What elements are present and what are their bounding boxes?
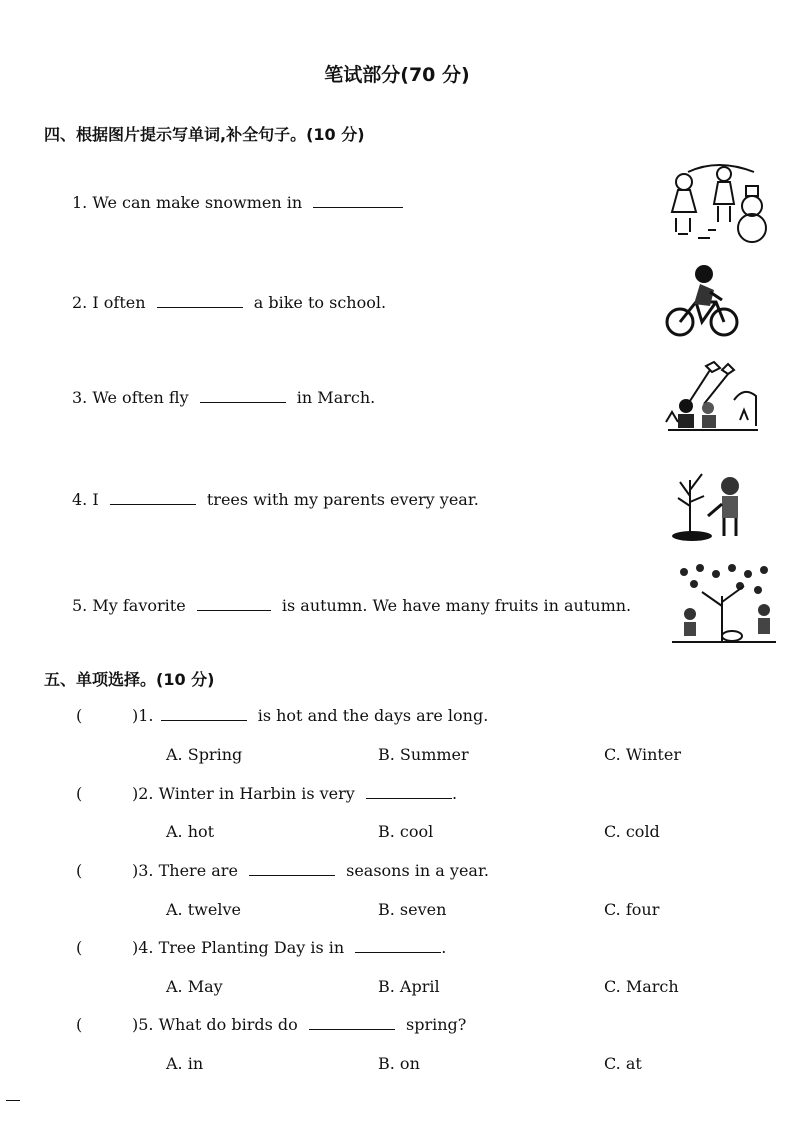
option-c[interactable]: C. four bbox=[604, 900, 660, 919]
answer-paren-2[interactable] bbox=[76, 784, 82, 803]
question-number: 4. bbox=[72, 490, 88, 509]
question-text: My favorite bbox=[92, 596, 186, 615]
open-paren: ( bbox=[76, 784, 83, 803]
answer-paren-5[interactable] bbox=[76, 1015, 82, 1034]
close-paren: ) bbox=[132, 1015, 139, 1034]
close-paren: ) bbox=[132, 938, 139, 957]
kids-flying-kites-picture bbox=[664, 360, 762, 434]
answer-blank[interactable] bbox=[197, 596, 271, 611]
option-c[interactable]: C. cold bbox=[604, 822, 660, 841]
question-text: I often bbox=[92, 293, 146, 312]
question-text-end: trees with my parents every year. bbox=[206, 490, 479, 509]
answer-paren-1[interactable] bbox=[76, 706, 82, 725]
choice-question-2 bbox=[132, 784, 457, 803]
answer-blank[interactable] bbox=[309, 1015, 395, 1030]
boy-riding-bike-picture bbox=[664, 262, 740, 340]
option-b[interactable]: B. cool bbox=[378, 822, 434, 841]
option-a[interactable]: A. in bbox=[166, 1054, 204, 1073]
answer-blank[interactable] bbox=[161, 706, 247, 721]
question-text: We often fly bbox=[92, 388, 189, 407]
close-paren: ) bbox=[132, 861, 139, 880]
section-4-heading: 四、根据图片提示写单词,补全句子。(10 分) bbox=[44, 125, 365, 144]
close-paren: ) bbox=[132, 706, 139, 725]
option-b[interactable]: B. Summer bbox=[378, 745, 469, 764]
question-text-end: . bbox=[451, 784, 458, 803]
question-text-end: is autumn. We have many fruits in autumn. bbox=[281, 596, 632, 615]
open-paren: ( bbox=[76, 1015, 83, 1034]
boy-planting-tree-picture bbox=[668, 456, 760, 542]
option-b[interactable]: B. on bbox=[378, 1054, 420, 1073]
question-text: is hot and the days are long. bbox=[257, 706, 489, 725]
question-number: 5. bbox=[72, 596, 88, 615]
open-paren: ( bbox=[76, 938, 83, 957]
question-number: 5. bbox=[138, 1015, 154, 1034]
fill-question-1 bbox=[72, 193, 409, 212]
choice-question-1 bbox=[132, 706, 488, 725]
option-a[interactable]: A. twelve bbox=[166, 900, 241, 919]
answer-blank[interactable] bbox=[200, 388, 286, 403]
section-5-heading: 五、单项选择。(10 分) bbox=[44, 670, 215, 689]
answer-blank[interactable] bbox=[366, 784, 452, 799]
page-title: 笔试部分(70 分) bbox=[324, 64, 470, 86]
children-building-snowman-picture bbox=[668, 160, 772, 244]
answer-blank[interactable] bbox=[355, 938, 441, 953]
option-c[interactable]: C. March bbox=[604, 977, 679, 996]
option-a[interactable]: A. May bbox=[166, 977, 223, 996]
question-text-end: spring? bbox=[405, 1015, 467, 1034]
fill-question-2 bbox=[72, 293, 386, 312]
choice-question-5 bbox=[132, 1015, 466, 1034]
answer-blank[interactable] bbox=[110, 490, 196, 505]
page-edge-mark bbox=[6, 1100, 20, 1101]
option-b[interactable]: B. seven bbox=[378, 900, 447, 919]
question-text: Tree Planting Day is in bbox=[158, 938, 345, 957]
fill-question-5 bbox=[72, 596, 631, 615]
answer-blank[interactable] bbox=[249, 861, 335, 876]
question-text: There are bbox=[158, 861, 238, 880]
option-a[interactable]: A. hot bbox=[166, 822, 215, 841]
answer-blank[interactable] bbox=[313, 193, 403, 208]
question-number: 1. bbox=[138, 706, 154, 725]
answer-paren-3[interactable] bbox=[76, 861, 82, 880]
question-number: 3. bbox=[138, 861, 154, 880]
answer-paren-4[interactable] bbox=[76, 938, 82, 957]
question-number: 2. bbox=[138, 784, 154, 803]
option-c[interactable]: C. at bbox=[604, 1054, 642, 1073]
question-text: I bbox=[92, 490, 99, 509]
question-text: We can make snowmen in bbox=[92, 193, 303, 212]
question-text: Winter in Harbin is very bbox=[158, 784, 355, 803]
question-number: 3. bbox=[72, 388, 88, 407]
fill-question-4 bbox=[72, 490, 479, 509]
question-text: What do birds do bbox=[158, 1015, 298, 1034]
question-text-end: seasons in a year. bbox=[346, 861, 489, 880]
option-c[interactable]: C. Winter bbox=[604, 745, 681, 764]
open-paren: ( bbox=[76, 706, 83, 725]
close-paren: ) bbox=[132, 784, 139, 803]
question-number: 4. bbox=[138, 938, 154, 957]
question-number: 2. bbox=[72, 293, 88, 312]
question-text-end: a bike to school. bbox=[253, 293, 387, 312]
choice-question-4 bbox=[132, 938, 446, 957]
answer-blank[interactable] bbox=[157, 293, 243, 308]
question-text-end: in March. bbox=[296, 388, 376, 407]
question-text-end: . bbox=[441, 938, 447, 957]
open-paren: ( bbox=[76, 861, 83, 880]
choice-question-3 bbox=[132, 861, 489, 880]
option-a[interactable]: A. Spring bbox=[166, 745, 243, 764]
question-number: 1. bbox=[72, 193, 88, 212]
option-b[interactable]: B. April bbox=[378, 977, 440, 996]
kids-picking-fruit-picture bbox=[670, 562, 778, 646]
fill-question-3 bbox=[72, 388, 375, 407]
